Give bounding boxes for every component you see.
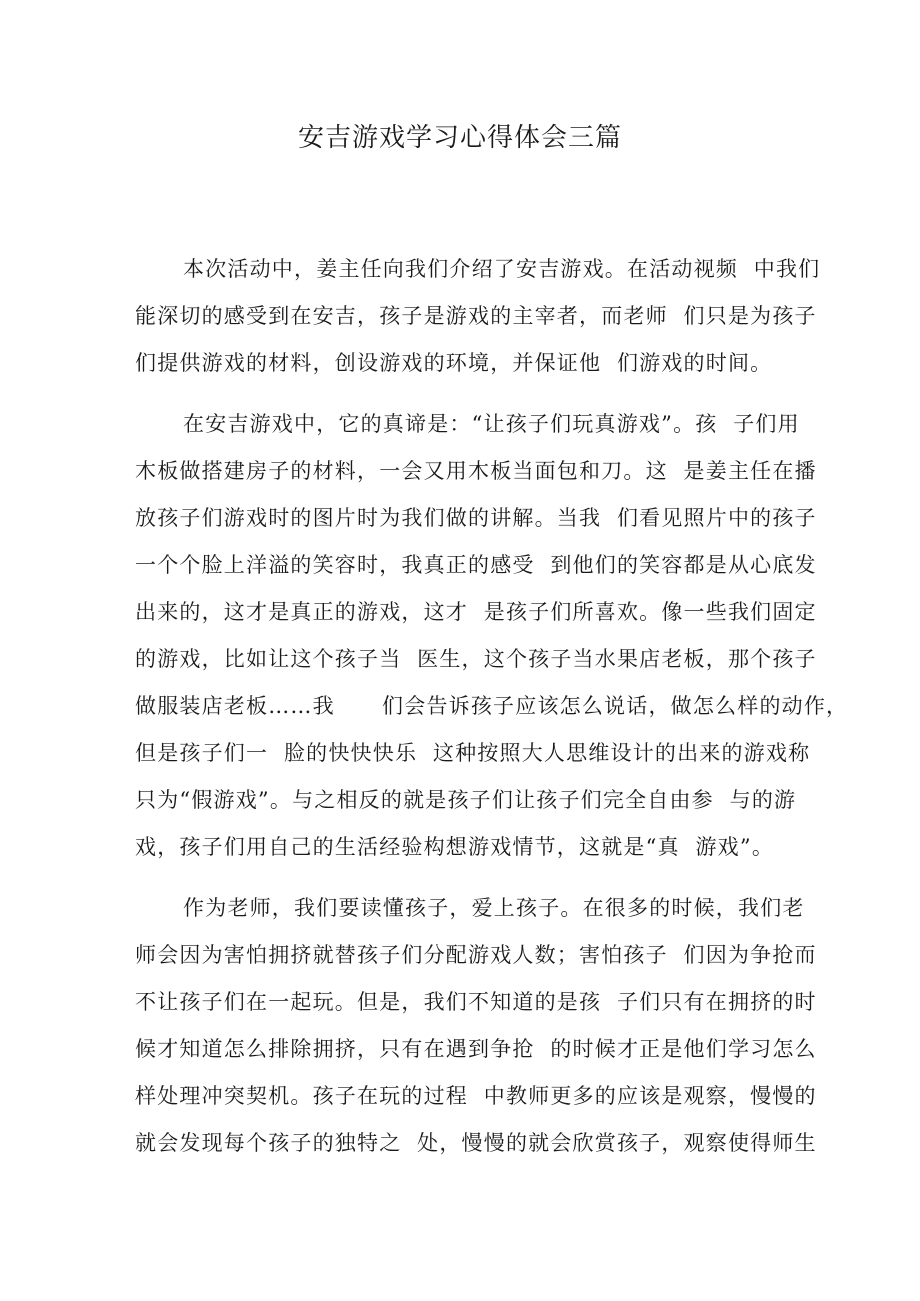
paragraph-2-line-5: 出来的，这才是真正的游戏，这才 是孩子们所喜欢。像一些我们固定 [135, 600, 817, 624]
paragraph-3-line-5: 样处理冲突契机。孩子在玩的过程 中教师更多的应该是观察，慢慢的 [135, 1084, 817, 1108]
paragraph-3-line-6: 就会发现每个孩子的独特之 处，慢慢的就会欣赏孩子，观察使得师生 [135, 1131, 817, 1155]
paragraph-2-line-10: 戏，孩子们用自己的生活经验构想游戏情节，这就是“真 游戏”。 [135, 835, 775, 859]
paragraph-2-line-4: 一个个脸上洋溢的笑容时，我真正的感受 到他们的笑容都是从心底发 [135, 553, 817, 577]
paragraph-2-line-8: 但是孩子们一 脸的快快快乐 这种按照大人思维设计的出来的游戏称 [135, 741, 811, 765]
paragraph-1-line-1: 本次活动中，姜主任向我们介绍了安吉游戏。在活动视频 中我们 [183, 257, 821, 281]
paragraph-3-line-3: 不让孩子们在一起玩。但是，我们不知道的是孩 子们只有在拥挤的时 [135, 990, 817, 1014]
paragraph-2-line-1: 在安吉游戏中，它的真谛是：“让孩子们玩真游戏”。孩 子们用 [183, 412, 800, 436]
paragraph-2-line-7: 做服装店老板……我 们会告诉孩子应该怎么说话，做怎么样的动作， [135, 694, 849, 718]
document-title: 安吉游戏学习心得体会三篇 [297, 123, 622, 153]
paragraph-2-line-2: 木板做搭建房子的材料，一会又用木板当面包和刀。这 是姜主任在播 [135, 459, 817, 483]
paragraph-2-line-9: 只为“假游戏”。与之相反的就是孩子们让孩子们完全自由参 与的游 [135, 788, 797, 812]
paragraph-2-line-6: 的游戏，比如让这个孩子当 医生，这个孩子当水果店老板，那个孩子 [135, 647, 817, 671]
paragraph-1-line-3: 们提供游戏的材料，创设游戏的环境，并保证他 们游戏的时间。 [135, 351, 773, 375]
paragraph-3-line-2: 师会因为害怕拥挤就替孩子们分配游戏人数；害怕孩子 们因为争抢而 [135, 943, 817, 967]
paragraph-2-line-3: 放孩子们游戏时的图片时为我们做的讲解。当我 们看见照片中的孩子 [135, 506, 817, 530]
paragraph-1-line-2: 能深切的感受到在安吉，孩子是游戏的主宰者，而老师 们只是为孩子 [135, 304, 817, 328]
paragraph-3-line-1: 作为老师，我们要读懂孩子，爱上孩子。在很多的时候，我们老 [183, 896, 805, 920]
paragraph-3-line-4: 候才知道怎么排除拥挤，只有在遇到争抢 的时候才正是他们学习怎么 [135, 1037, 817, 1061]
